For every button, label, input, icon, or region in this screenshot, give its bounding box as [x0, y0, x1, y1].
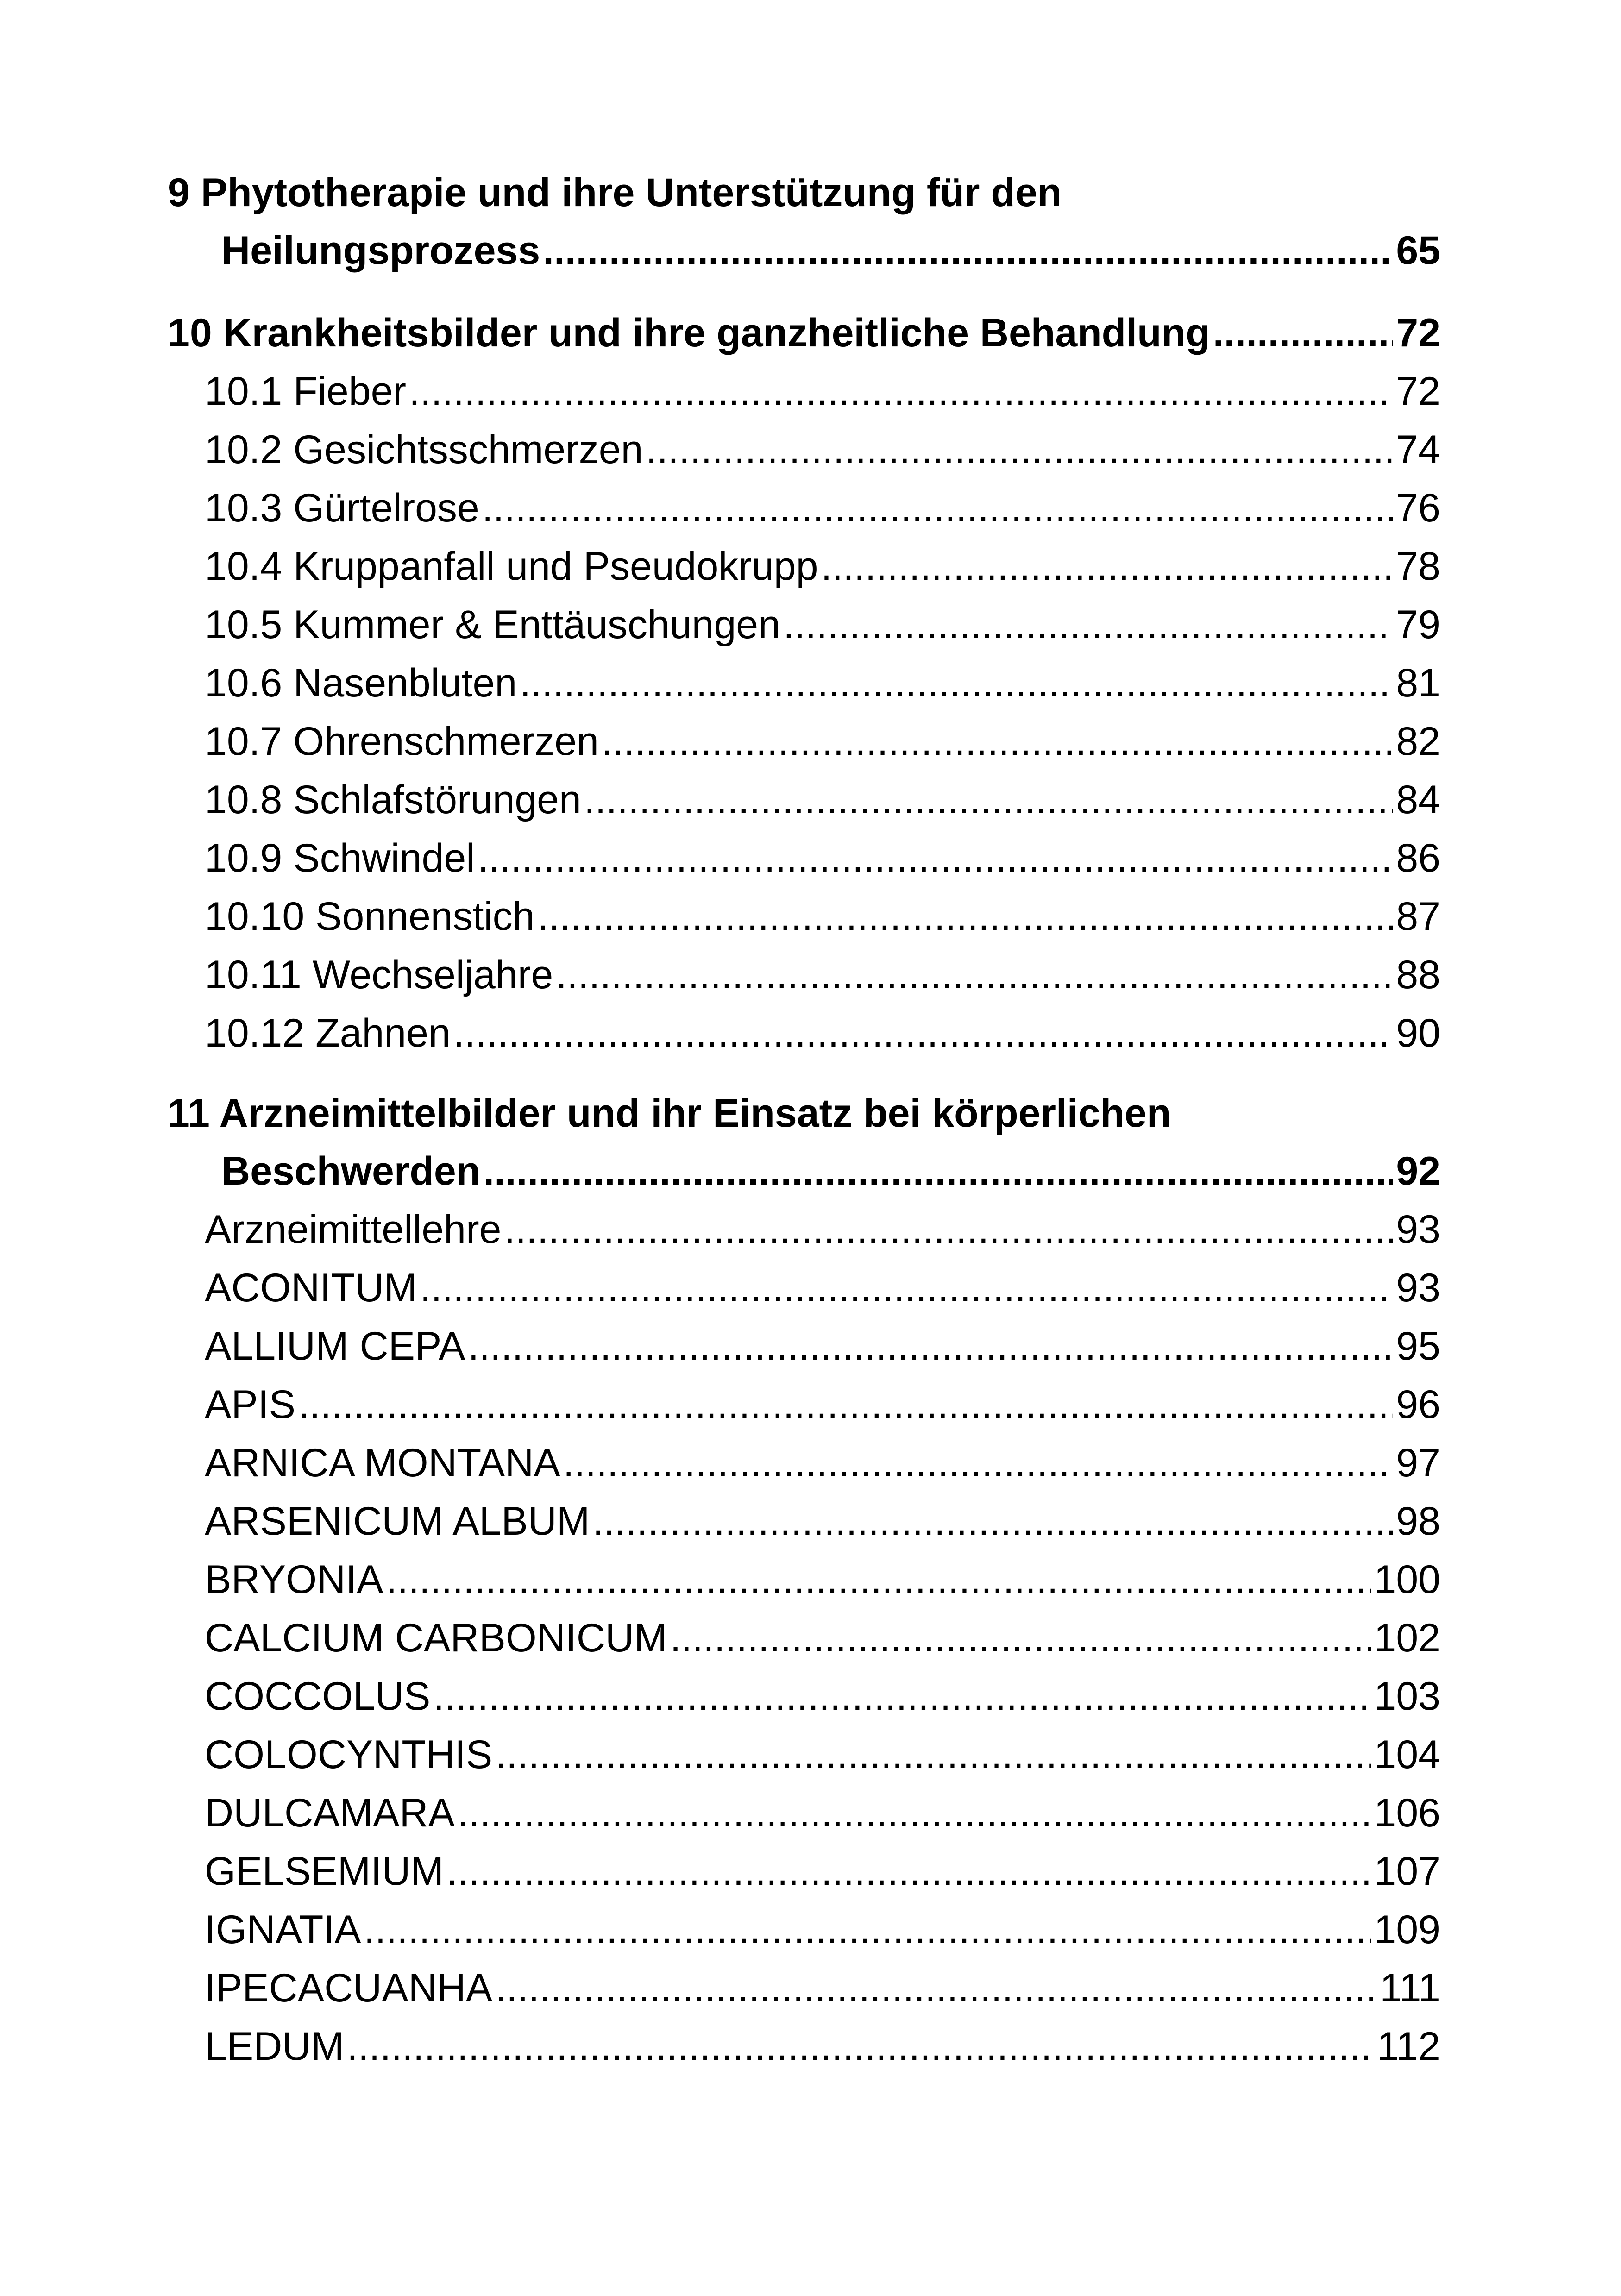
entry-page: 112 — [1376, 2024, 1440, 2069]
dot-leader — [783, 602, 1393, 648]
toc-entry[interactable] — [205, 1499, 1440, 1544]
entry-label: 10.11 Wechseljahre — [205, 953, 553, 997]
entry-page: 82 — [1396, 719, 1440, 764]
toc-entry[interactable] — [205, 1382, 1440, 1428]
toc-entry[interactable] — [205, 602, 1440, 648]
entry-label: 10.10 Sonnenstich — [205, 894, 535, 939]
entry-label: 10.2 Gesichtsschmerzen — [205, 427, 643, 472]
dot-leader — [483, 1148, 1393, 1194]
entry-page: 93 — [1396, 1266, 1440, 1310]
entry-page: 96 — [1396, 1382, 1440, 1427]
dot-leader — [433, 1674, 1371, 1719]
entry-label: 10.3 Gürtelrose — [205, 486, 479, 530]
dot-leader — [298, 1382, 1393, 1428]
entry-label: Arzneimittellehre — [205, 1207, 502, 1252]
entry-page: 93 — [1396, 1207, 1440, 1252]
dot-leader — [556, 952, 1393, 998]
entry-label: 10.4 Kruppanfall und Pseudokrupp — [205, 544, 818, 589]
entry-page: 87 — [1396, 894, 1440, 939]
entry-label: IGNATIA — [205, 1907, 361, 1952]
dot-leader — [386, 1557, 1371, 1603]
entry-page: 72 — [1396, 369, 1440, 414]
entry-label: DULCAMARA — [205, 1791, 455, 1835]
dot-leader — [537, 894, 1393, 940]
entry-page: 74 — [1396, 427, 1440, 472]
dot-leader — [364, 1907, 1371, 1953]
entry-label: IPECACUANHA — [205, 1966, 493, 2010]
toc-entry[interactable] — [205, 660, 1440, 706]
toc-entry[interactable] — [205, 1207, 1440, 1253]
entry-page: 81 — [1396, 661, 1440, 705]
entry-label: COCCOLUS — [205, 1674, 431, 1719]
entry-label: ARSENICUM ALBUM — [205, 1499, 590, 1543]
entry-page: 100 — [1374, 1557, 1440, 1602]
entry-page: 102 — [1374, 1616, 1440, 1660]
toc-entry[interactable] — [205, 1732, 1440, 1778]
entry-label: GELSEMIUM — [205, 1849, 444, 1894]
dot-leader — [520, 660, 1393, 706]
chapter-10-page: 72 — [1396, 311, 1440, 355]
entry-label: ACONITUM — [205, 1266, 417, 1310]
toc-entry[interactable] — [205, 777, 1440, 823]
toc-entry[interactable] — [205, 427, 1440, 473]
chapter-10-entry[interactable] — [168, 310, 1440, 356]
dot-leader — [670, 1615, 1371, 1661]
entry-page: 86 — [1396, 836, 1440, 880]
entry-page: 111 — [1380, 1966, 1440, 2010]
toc-entry[interactable] — [205, 369, 1440, 414]
dot-leader — [495, 1965, 1377, 2011]
toc-entry[interactable] — [205, 1615, 1440, 1661]
entry-label: ARNICA MONTANA — [205, 1441, 560, 1485]
entry-page: 79 — [1396, 602, 1440, 647]
toc-entry[interactable] — [205, 2024, 1440, 2070]
entry-page: 109 — [1374, 1907, 1440, 1952]
chapter-9-page: 65 — [1396, 228, 1440, 273]
entry-label: LEDUM — [205, 2024, 345, 2069]
dot-leader — [563, 1440, 1394, 1486]
toc-entry[interactable] — [205, 952, 1440, 998]
entry-label: 10.7 Ohrenschmerzen — [205, 719, 599, 764]
dot-leader — [593, 1499, 1394, 1544]
entry-page: 106 — [1374, 1791, 1440, 1835]
entry-page: 84 — [1396, 778, 1440, 822]
toc-entry[interactable] — [205, 719, 1440, 765]
dot-leader — [543, 228, 1393, 274]
toc-entry[interactable] — [205, 1849, 1440, 1895]
entry-page: 103 — [1374, 1674, 1440, 1719]
toc-entry[interactable] — [205, 1440, 1440, 1486]
dot-leader — [482, 485, 1394, 531]
toc-entry[interactable] — [205, 1907, 1440, 1953]
dot-leader — [584, 777, 1394, 823]
toc-entry[interactable] — [205, 1265, 1440, 1311]
entry-label: APIS — [205, 1382, 295, 1427]
entry-label: 10.8 Schlafstörungen — [205, 778, 581, 822]
entry-page: 90 — [1396, 1011, 1440, 1055]
toc-entry[interactable] — [205, 894, 1440, 940]
entry-page: 104 — [1374, 1732, 1440, 1777]
chapter-9-title-line1: 9 Phytotherapie und ihre Unterstützung für den — [168, 170, 1062, 215]
dot-leader — [821, 544, 1393, 590]
chapter-11-title-line1: 11 Arzneimittelbilder und ihr Einsatz bei körperlichen — [168, 1091, 1171, 1135]
entry-label: 10.6 Nasenbluten — [205, 661, 517, 705]
dot-leader — [347, 2024, 1374, 2070]
entry-page: 97 — [1396, 1441, 1440, 1485]
dot-leader — [446, 1849, 1371, 1895]
chapter-11-entry[interactable] — [221, 1148, 1440, 1194]
toc-entry[interactable] — [205, 835, 1440, 881]
toc-entry[interactable] — [205, 1324, 1440, 1369]
chapter-10-title: 10 Krankheitsbilder und ihre ganzheitliche Behandlung — [168, 311, 1210, 355]
dot-leader — [478, 835, 1393, 881]
dot-leader — [1213, 310, 1394, 356]
entry-label: COLOCYNTHIS — [205, 1732, 493, 1777]
entry-label: 10.1 Fieber — [205, 369, 407, 414]
dot-leader — [453, 1010, 1394, 1056]
dot-leader — [458, 1790, 1371, 1836]
dot-leader — [468, 1324, 1393, 1369]
toc-entry[interactable] — [205, 485, 1440, 531]
toc-entry[interactable] — [205, 1557, 1440, 1603]
entry-page: 78 — [1396, 544, 1440, 589]
entry-page: 88 — [1396, 953, 1440, 997]
dot-leader — [409, 369, 1393, 414]
toc-entry[interactable] — [205, 1010, 1440, 1056]
toc-entry[interactable] — [205, 1674, 1440, 1719]
chapter-11-title-line2: Beschwerden — [221, 1149, 481, 1193]
entry-page: 76 — [1396, 486, 1440, 530]
entry-label: CALCIUM CARBONICUM — [205, 1616, 667, 1660]
toc-entry[interactable] — [205, 544, 1440, 590]
entry-page: 98 — [1396, 1499, 1440, 1543]
entry-label: ALLIUM CEPA — [205, 1324, 465, 1368]
dot-leader — [420, 1265, 1394, 1311]
dot-leader — [602, 719, 1393, 765]
chapter-9-entry[interactable] — [221, 228, 1440, 274]
chapter-11-page: 92 — [1396, 1149, 1440, 1193]
toc-entry[interactable] — [205, 1790, 1440, 1836]
dot-leader — [495, 1732, 1371, 1778]
dot-leader — [646, 427, 1393, 473]
entry-page: 95 — [1396, 1324, 1440, 1368]
chapter-9-title-line2: Heilungsprozess — [221, 228, 540, 273]
entry-label: 10.5 Kummer & Enttäuschungen — [205, 602, 780, 647]
entry-label: 10.9 Schwindel — [205, 836, 475, 880]
entry-page: 107 — [1374, 1849, 1440, 1894]
entry-label: 10.12 Zahnen — [205, 1011, 451, 1055]
entry-label: BRYONIA — [205, 1557, 383, 1602]
toc-entry[interactable] — [205, 1965, 1440, 2011]
dot-leader — [504, 1207, 1393, 1253]
